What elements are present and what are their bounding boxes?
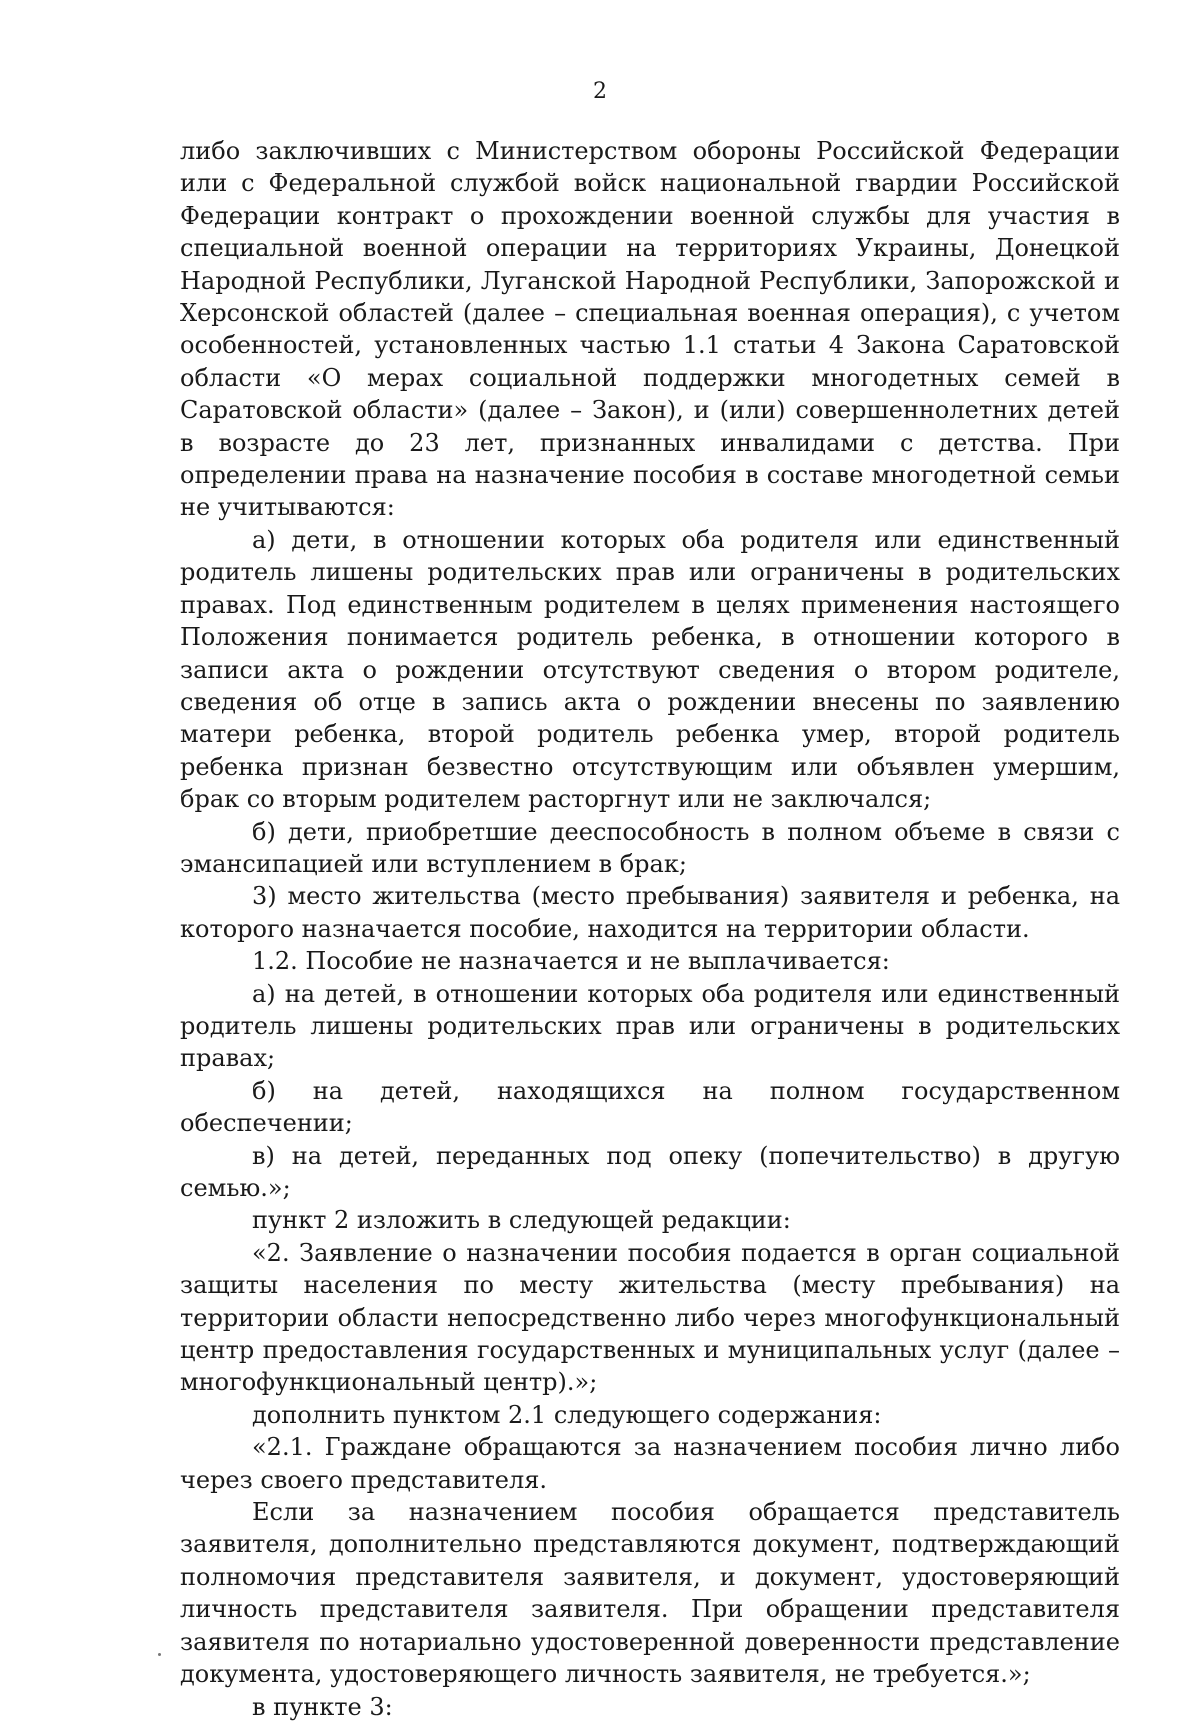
paragraph-6: а) на детей, в отношении которых оба родителя или единственный родитель лишены родительских прав или ограничены в родительских правах; <box>180 979 1120 1073</box>
page-number: 2 <box>593 79 607 104</box>
paragraph-7: б) на детей, находящихся на полном государственном обеспечении; <box>180 1076 1120 1138</box>
paragraph-2: а) дети, в отношении которых оба родителя или единственный родитель лишены родительских прав или ограничены в родительских правах. Под единственным родителем в целях применения настоящего Положения понимается родитель ребенка, в отношении которого в записи акта о рождении отсутствуют сведения о втором родителе, сведения об отце в запись акта о рождении внесены по заявлению матери ребенка, второй родитель ребенка умер, второй родитель ребенка признан безвестно отсутствующим или объявлен умершим, брак со вторым родителем расторгнут или не заключался; <box>180 525 1120 814</box>
paragraph-12: «2.1. Граждане обращаются за назначением пособия лично либо через своего представителя. <box>180 1433 1120 1494</box>
paragraph-10: «2. Заявление о назначении пособия подается в орган социальной защиты населения по месту жительства (месту пребывания) на территории области непосредственно либо через многофункциональный центр предоставления государственных и муниципальных услуг (далее – многофункциональный центр).»; <box>180 1238 1120 1397</box>
paragraph-9: пункт 2 изложить в следующей редакции: <box>252 1206 791 1235</box>
paragraph-1: либо заключивших с Министерством обороны Российской Федерации или с Федеральной службой войск национальной гвардии Российской Федерации контракт о прохождении военной службы для участия в специальной военной операции на территориях Украины, Донецкой Народной Республики, Луганской Народной Республики, Запорожской и Херсонской областей (далее – специальная военная операция), с учетом особенностей, установленных частью 1.1 статьи 4 Закона Саратовской области «О мерах социальной поддержки многодетных семей в Саратовской области» (далее – Закон), и (или) совершеннолетних детей в возрасте до 23 лет, признанных инвалидами с детства. При определении права на назначение пособия в составе многодетной семьи не учитываются: <box>180 137 1120 522</box>
paragraph-13: Если за назначением пособия обращается представитель заявителя, дополнительно представляются документ, подтверждающий полномочия представителя заявителя, и документ, удостоверяющий личность представителя заявителя. При обращении представителя заявителя по нотариально удостоверенной доверенности представление документа, удостоверяющего личность заявителя, не требуется.»; <box>180 1498 1120 1689</box>
paragraph-4: 3) место жительства (место пребывания) заявителя и ребенка, на которого назначается пособие, находится на территории области. <box>180 882 1120 943</box>
document-body <box>180 135 1120 1723</box>
scan-speck <box>158 1653 161 1656</box>
paragraph-8: в) на детей, переданных под опеку (попечительство) в другую семью.»; <box>180 1141 1120 1202</box>
paragraph-3: б) дети, приобретшие дееспособность в полном объеме в связи с эмансипацией или вступлением в брак; <box>180 817 1120 878</box>
paragraph-11: дополнить пунктом 2.1 следующего содержания: <box>252 1400 882 1429</box>
paragraph-5: 1.2. Пособие не назначается и не выплачивается: <box>252 947 890 976</box>
paragraph-14: в пункте 3: <box>252 1692 393 1721</box>
